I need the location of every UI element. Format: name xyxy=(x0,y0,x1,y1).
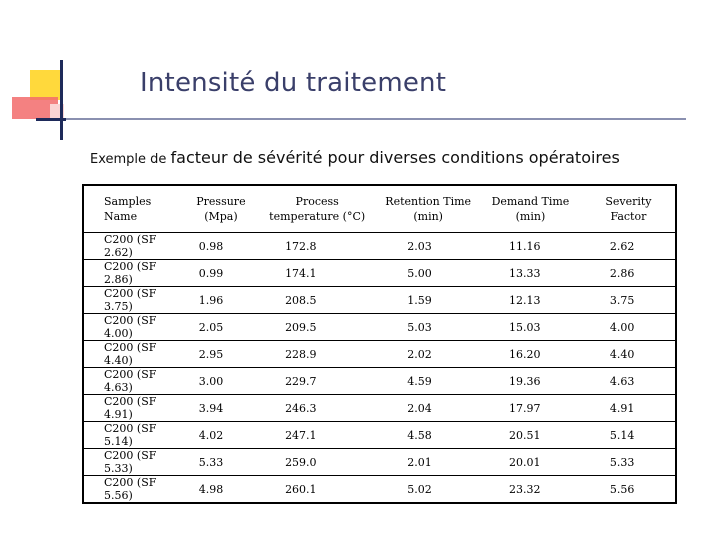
column-header: Samples Name xyxy=(83,185,185,233)
table-cell: 174.1 xyxy=(257,260,377,287)
table-cell: 172.8 xyxy=(257,233,377,260)
severity-table xyxy=(82,184,677,504)
table-row xyxy=(83,476,676,504)
table-cell: 2.86 xyxy=(582,260,676,287)
title-underline xyxy=(36,118,686,120)
table-header-row xyxy=(83,185,676,233)
table-cell: 4.59 xyxy=(377,368,479,395)
table-cell: 1.96 xyxy=(185,287,257,314)
table-cell: 17.97 xyxy=(479,395,582,422)
table-cell: 4.91 xyxy=(582,395,676,422)
slide-subtitle xyxy=(90,148,620,167)
table-cell: 2.03 xyxy=(377,233,479,260)
table-cell: 246.3 xyxy=(257,395,377,422)
table-body xyxy=(83,233,676,504)
table-cell: 16.20 xyxy=(479,341,582,368)
table-row xyxy=(83,260,676,287)
table-cell: 11.16 xyxy=(479,233,582,260)
column-header: Retention Time (min) xyxy=(377,185,479,233)
subtitle-main: facteur de sévérité pour diverses conditions opératoires xyxy=(170,148,620,167)
table-cell: 0.99 xyxy=(185,260,257,287)
table-cell: 260.1 xyxy=(285,482,317,496)
table-cell: 13.33 xyxy=(479,260,582,287)
table-cell: 209.5 xyxy=(257,314,377,341)
table-cell: 20.01 xyxy=(479,449,582,476)
table-cell: 4.00 xyxy=(582,314,676,341)
table-cell: 5.03 xyxy=(377,314,479,341)
table-cell: 5.33 xyxy=(582,449,676,476)
table-row xyxy=(83,368,676,395)
column-header: Demand Time (min) xyxy=(479,185,582,233)
table-cell: 5.00 xyxy=(377,260,479,287)
table-cell: C200 (SF 5.33) xyxy=(83,449,185,476)
table-cell: 5.14 xyxy=(582,422,676,449)
table-cell: 20.51 xyxy=(479,422,582,449)
table-cell: 247.1 xyxy=(257,422,377,449)
table-cell: 5.56 xyxy=(609,482,635,496)
table-row xyxy=(83,422,676,449)
column-header: Pressure (Mpa) xyxy=(185,185,257,233)
table-cell: 4.98 xyxy=(198,482,224,496)
table-row xyxy=(83,233,676,260)
table-row xyxy=(83,314,676,341)
table-cell: 208.5 xyxy=(257,287,377,314)
table-cell: 2.01 xyxy=(377,449,479,476)
table-cell: C200 (SF 4.00) xyxy=(83,314,185,341)
table-cell: 4.40 xyxy=(582,341,676,368)
table-cell: 4.58 xyxy=(377,422,479,449)
slide-title: Intensité du traitement xyxy=(140,68,447,98)
table-cell: C200 (SF 5.56) xyxy=(104,476,157,502)
table-cell: C200 (SF 2.86) xyxy=(83,260,185,287)
table-cell: 259.0 xyxy=(257,449,377,476)
table-cell: 12.13 xyxy=(479,287,582,314)
table-cell: 4.02 xyxy=(185,422,257,449)
table-cell: 1.59 xyxy=(377,287,479,314)
table-row xyxy=(83,341,676,368)
table-row xyxy=(83,449,676,476)
table-cell: C200 (SF 4.91) xyxy=(83,395,185,422)
table-cell: C200 (SF 2.62) xyxy=(83,233,185,260)
table-cell: C200 (SF 3.75) xyxy=(83,287,185,314)
table-cell: 2.62 xyxy=(582,233,676,260)
decor-cross-vertical xyxy=(60,60,63,140)
table-cell: 2.04 xyxy=(377,395,479,422)
subtitle-prefix: Exemple de xyxy=(90,152,171,167)
table-cell: 23.32 xyxy=(509,482,541,496)
table-cell: C200 (SF 4.63) xyxy=(83,368,185,395)
table-cell: 229.7 xyxy=(257,368,377,395)
table-cell: 5.33 xyxy=(185,449,257,476)
table-cell: 228.9 xyxy=(257,341,377,368)
table-row xyxy=(83,395,676,422)
table-row xyxy=(83,287,676,314)
table-cell: 0.98 xyxy=(185,233,257,260)
column-header: Severity Factor xyxy=(582,185,676,233)
table-cell: C200 (SF 4.40) xyxy=(83,341,185,368)
table-cell: 4.63 xyxy=(582,368,676,395)
decor-yellow-square xyxy=(30,70,60,100)
table-cell: 2.02 xyxy=(377,341,479,368)
table-cell: 3.00 xyxy=(185,368,257,395)
table-cell: C200 (SF 5.14) xyxy=(83,422,185,449)
table-cell: 15.03 xyxy=(479,314,582,341)
table-cell: 5.02 xyxy=(407,482,432,496)
table-cell: 19.36 xyxy=(479,368,582,395)
table-cell: 3.94 xyxy=(185,395,257,422)
table-cell: 3.75 xyxy=(582,287,676,314)
table-cell: 2.05 xyxy=(185,314,257,341)
column-header: Process temperature (°C) xyxy=(257,185,377,233)
table-cell: 2.95 xyxy=(185,341,257,368)
